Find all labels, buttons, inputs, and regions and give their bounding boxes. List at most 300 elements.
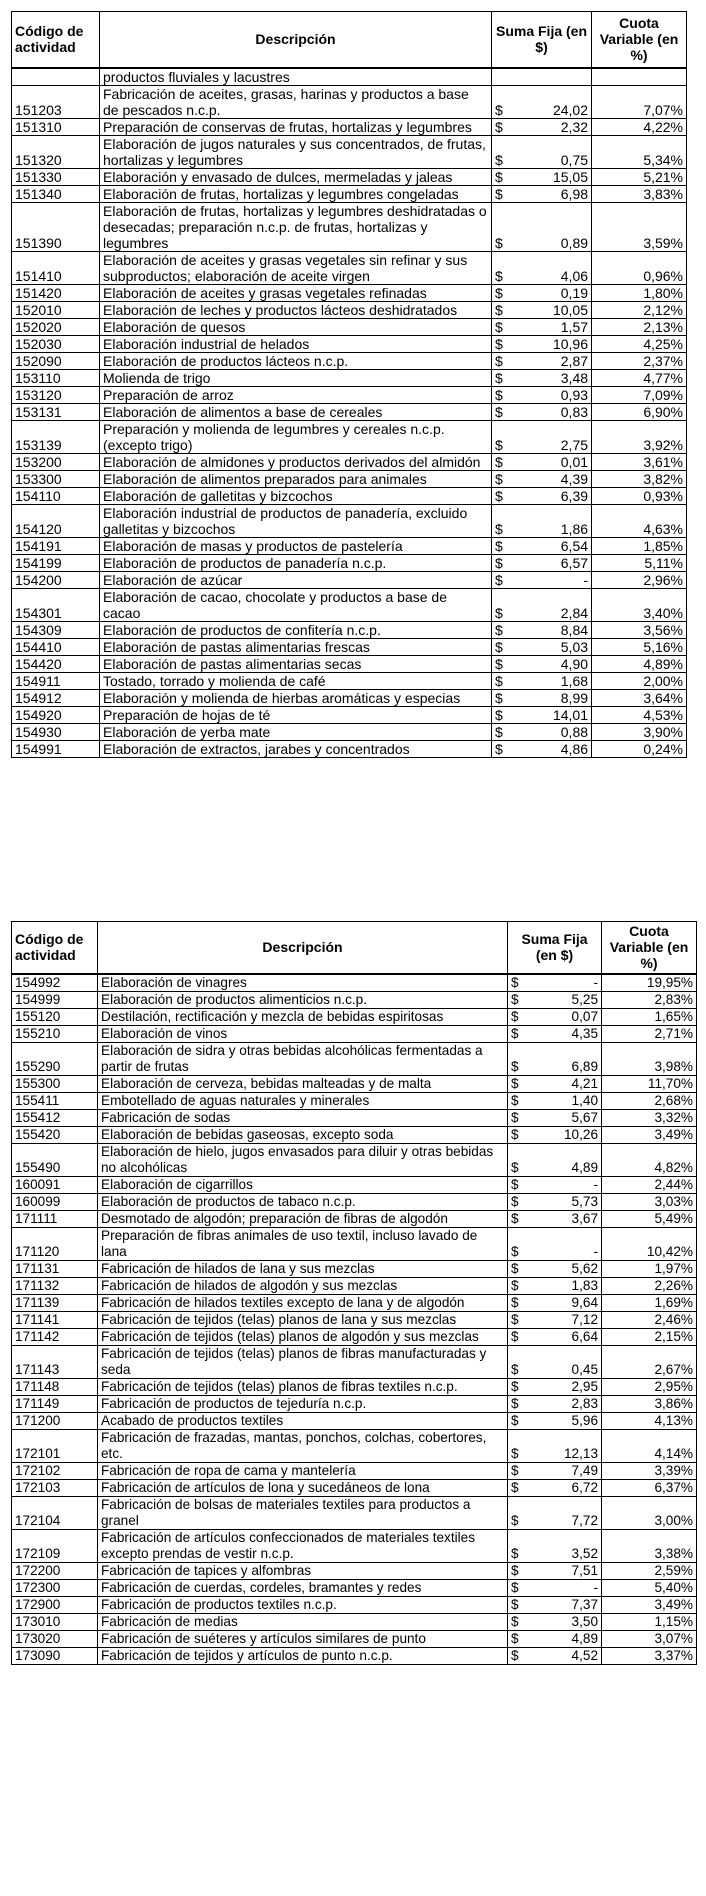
- currency-symbol: $: [508, 1143, 530, 1176]
- activity-description: Molienda de trigo: [100, 369, 492, 386]
- suma-fija-value: 1,83: [530, 1277, 602, 1294]
- currency-symbol: $: [492, 723, 512, 740]
- currency-symbol: $: [492, 403, 512, 420]
- currency-symbol: $: [492, 135, 512, 168]
- activity-code: 153200: [12, 453, 100, 470]
- cuota-variable-value: 2,68%: [602, 1092, 697, 1109]
- activity-description: Fabricación de hilados de algodón y sus mezclas: [98, 1277, 508, 1294]
- activity-code: 154110: [12, 487, 100, 504]
- suma-fija-value: -: [530, 974, 602, 992]
- activity-description: Elaboración de azúcar: [100, 571, 492, 588]
- suma-fija-value: 0,75: [512, 135, 592, 168]
- activity-code: 154301: [12, 588, 100, 621]
- activity-description: Fabricación de productos de tejeduría n.c.p.: [98, 1395, 508, 1412]
- activity-code: 154912: [12, 689, 100, 706]
- suma-fija-value: 0,19: [512, 284, 592, 301]
- currency-symbol: $: [492, 638, 512, 655]
- table-row: [12, 1227, 697, 1260]
- activity-code: 172103: [12, 1479, 98, 1496]
- currency-symbol: $: [492, 369, 512, 386]
- activity-code: 155420: [12, 1126, 98, 1143]
- cuota-variable-value: 3,37%: [602, 1647, 697, 1664]
- cuota-variable-value: 7,09%: [592, 386, 687, 403]
- suma-fija-value: 10,26: [530, 1126, 602, 1143]
- activity-code: 152090: [12, 352, 100, 369]
- currency-symbol: $: [492, 453, 512, 470]
- activity-description: Elaboración de galletitas y bizcochos: [100, 487, 492, 504]
- table-row: [12, 168, 687, 185]
- activity-description: Embotellado de aguas naturales y minerales: [98, 1092, 508, 1109]
- activity-description: Fabricación de hilados textiles excepto de lana y de algodón: [98, 1294, 508, 1311]
- activity-description: Acabado de productos textiles: [98, 1412, 508, 1429]
- currency-symbol: $: [508, 1176, 530, 1193]
- table-row: [12, 1596, 697, 1613]
- table-row: [12, 1529, 697, 1562]
- suma-fija-value: 0,01: [512, 453, 592, 470]
- currency-symbol: $: [508, 1008, 530, 1025]
- table-row: [12, 1479, 697, 1496]
- suma-fija-value: 2,87: [512, 352, 592, 369]
- suma-fija-value: 4,39: [512, 470, 592, 487]
- table-row: [12, 706, 687, 723]
- currency-symbol: $: [492, 740, 512, 757]
- activity-code: 154920: [12, 706, 100, 723]
- activity-code: 154410: [12, 638, 100, 655]
- currency-symbol: $: [492, 386, 512, 403]
- currency-symbol: $: [508, 1378, 530, 1395]
- activity-code: 171200: [12, 1412, 98, 1429]
- activity-code: 154199: [12, 554, 100, 571]
- table-row: [12, 621, 687, 638]
- table-row: [12, 1042, 697, 1075]
- suma-fija-value: 5,67: [530, 1109, 602, 1126]
- cuota-variable-value: 2,96%: [592, 571, 687, 588]
- currency-symbol: $: [508, 974, 530, 992]
- activity-code: 155120: [12, 1008, 98, 1025]
- table-row: [12, 118, 687, 135]
- currency-symbol: $: [492, 504, 512, 537]
- suma-fija-value: 9,64: [530, 1294, 602, 1311]
- currency-symbol: $: [492, 554, 512, 571]
- activity-description: Elaboración de quesos: [100, 318, 492, 335]
- table-row: [12, 571, 687, 588]
- currency-symbol: $: [508, 1328, 530, 1345]
- cuota-variable-value: 3,92%: [592, 420, 687, 453]
- activity-table-2: [11, 921, 697, 1665]
- activity-description: Fabricación de tejidos (telas) planos de algodón y sus mezclas: [98, 1328, 508, 1345]
- activity-description: Elaboración de extractos, jarabes y concentrados: [100, 740, 492, 757]
- suma-fija-value: 6,39: [512, 487, 592, 504]
- activity-description: Fabricación de suéteres y artículos similares de punto: [98, 1630, 508, 1647]
- currency-symbol: $: [508, 1429, 530, 1462]
- currency-symbol: $: [492, 470, 512, 487]
- currency-symbol: $: [492, 672, 512, 689]
- table-row: [12, 1562, 697, 1579]
- cuota-variable-value: 3,38%: [602, 1529, 697, 1562]
- activity-description: Elaboración industrial de productos de panadería, excluido galletitas y bizcochos: [100, 504, 492, 537]
- activity-description: Fabricación de productos textiles n.c.p.: [98, 1596, 508, 1613]
- activity-code: 171131: [12, 1260, 98, 1277]
- suma-fija-value: -: [530, 1176, 602, 1193]
- activity-code: 155300: [12, 1075, 98, 1092]
- activity-description: Elaboración de vinos: [98, 1025, 508, 1042]
- currency-symbol: $: [508, 1647, 530, 1664]
- currency-symbol: $: [508, 1075, 530, 1092]
- activity-description: Elaboración y envasado de dulces, mermeladas y jaleas: [100, 168, 492, 185]
- activity-code: 152030: [12, 335, 100, 352]
- currency-symbol: $: [492, 335, 512, 352]
- suma-fija-value: 6,64: [530, 1328, 602, 1345]
- suma-fija-value: 3,48: [512, 369, 592, 386]
- activity-description: Fabricación de hilados de lana y sus mezclas: [98, 1260, 508, 1277]
- cuota-variable-value: 2,37%: [592, 352, 687, 369]
- table-row: [12, 1429, 697, 1462]
- activity-code: 155490: [12, 1143, 98, 1176]
- currency-symbol: $: [492, 301, 512, 318]
- table-row: [12, 1126, 697, 1143]
- activity-description: Elaboración de productos de panadería n.c.p.: [100, 554, 492, 571]
- table-row: [12, 352, 687, 369]
- cuota-variable-value: 3,98%: [602, 1042, 697, 1075]
- table-row: [12, 1143, 697, 1176]
- suma-fija-value: 7,72: [530, 1496, 602, 1529]
- activity-description: Elaboración de almidones y productos derivados del almidón: [100, 453, 492, 470]
- suma-fija-value: 7,12: [530, 1311, 602, 1328]
- table-row: [12, 1109, 697, 1126]
- activity-code: 155290: [12, 1042, 98, 1075]
- activity-description: Elaboración de productos de tabaco n.c.p.: [98, 1193, 508, 1210]
- table-row: [12, 1311, 697, 1328]
- table-row: [12, 1210, 697, 1227]
- currency-symbol: $: [508, 1395, 530, 1412]
- cuota-variable-value: [592, 68, 687, 86]
- cuota-variable-value: 0,96%: [592, 251, 687, 284]
- activity-description: Elaboración de bebidas gaseosas, excepto soda: [98, 1126, 508, 1143]
- suma-fija-value: 2,84: [512, 588, 592, 621]
- currency-symbol: $: [492, 284, 512, 301]
- activity-code: 173010: [12, 1613, 98, 1630]
- currency-symbol: $: [492, 655, 512, 672]
- suma-fija-value: 5,96: [530, 1412, 602, 1429]
- cuota-variable-value: 3,32%: [602, 1109, 697, 1126]
- table-header-row: [12, 12, 687, 68]
- activity-code: 173090: [12, 1647, 98, 1664]
- cuota-variable-value: 3,39%: [602, 1462, 697, 1479]
- activity-description: Destilación, rectificación y mezcla de bebidas espiritosas: [98, 1008, 508, 1025]
- cuota-variable-value: 5,21%: [592, 168, 687, 185]
- suma-fija-value: 5,03: [512, 638, 592, 655]
- suma-fija-value: 4,06: [512, 251, 592, 284]
- cuota-variable-value: 1,15%: [602, 1613, 697, 1630]
- cuota-variable-value: 3,64%: [592, 689, 687, 706]
- suma-fija-value: 2,75: [512, 420, 592, 453]
- cuota-variable-value: 2,59%: [602, 1562, 697, 1579]
- currency-symbol: $: [508, 1092, 530, 1109]
- cuota-variable-value: 4,77%: [592, 369, 687, 386]
- cuota-variable-value: 1,97%: [602, 1260, 697, 1277]
- currency-symbol: $: [492, 420, 512, 453]
- cuota-variable-value: 1,69%: [602, 1294, 697, 1311]
- cuota-variable-value: 3,56%: [592, 621, 687, 638]
- currency-symbol: $: [508, 1630, 530, 1647]
- currency-symbol: $: [492, 202, 512, 251]
- activity-description: Fabricación de tejidos y artículos de punto n.c.p.: [98, 1647, 508, 1664]
- cuota-variable-value: 5,49%: [602, 1210, 697, 1227]
- currency-symbol: $: [492, 118, 512, 135]
- suma-fija-value: 4,35: [530, 1025, 602, 1042]
- activity-table-1: [11, 11, 687, 758]
- currency-symbol: $: [492, 537, 512, 554]
- currency-symbol: $: [492, 85, 512, 118]
- activity-code: 151310: [12, 118, 100, 135]
- activity-code: 172101: [12, 1429, 98, 1462]
- table-row: [12, 1378, 697, 1395]
- currency-symbol: $: [492, 588, 512, 621]
- table-row: [12, 301, 687, 318]
- activity-code: 155412: [12, 1109, 98, 1126]
- activity-code: 152020: [12, 318, 100, 335]
- table-row: [12, 1092, 697, 1109]
- cuota-variable-value: 2,44%: [602, 1176, 697, 1193]
- cuota-variable-value: 5,34%: [592, 135, 687, 168]
- activity-code: 154930: [12, 723, 100, 740]
- currency-symbol: $: [508, 1210, 530, 1227]
- cuota-variable-value: 3,49%: [602, 1126, 697, 1143]
- activity-description: Elaboración de alimentos preparados para animales: [100, 470, 492, 487]
- activity-code: 160099: [12, 1193, 98, 1210]
- cuota-variable-value: 3,59%: [592, 202, 687, 251]
- header-descripcion: Descripción: [100, 12, 492, 68]
- suma-fija-value: 4,89: [530, 1143, 602, 1176]
- table-row: [12, 284, 687, 301]
- activity-description: Elaboración de cigarrillos: [98, 1176, 508, 1193]
- table-row: [12, 403, 687, 420]
- cuota-variable-value: 1,65%: [602, 1008, 697, 1025]
- activity-description: Fabricación de bolsas de materiales textiles para productos a granel: [98, 1496, 508, 1529]
- cuota-variable-value: 6,37%: [602, 1479, 697, 1496]
- suma-fija-value: 5,25: [530, 991, 602, 1008]
- suma-fija-value: 4,21: [530, 1075, 602, 1092]
- cuota-variable-value: 1,85%: [592, 537, 687, 554]
- suma-fija-value: 8,99: [512, 689, 592, 706]
- activity-code: 151390: [12, 202, 100, 251]
- table-row: [12, 487, 687, 504]
- table-row: [12, 672, 687, 689]
- cuota-variable-value: 6,90%: [592, 403, 687, 420]
- suma-fija-value: -: [530, 1227, 602, 1260]
- activity-description: Preparación de hojas de té: [100, 706, 492, 723]
- cuota-variable-value: 4,25%: [592, 335, 687, 352]
- header-suma-fija: Suma Fija (en $): [492, 12, 592, 68]
- activity-code: 172102: [12, 1462, 98, 1479]
- suma-fija-value: 7,49: [530, 1462, 602, 1479]
- currency-symbol: $: [492, 168, 512, 185]
- cuota-variable-value: 2,71%: [602, 1025, 697, 1042]
- activity-description: Tostado, torrado y molienda de café: [100, 672, 492, 689]
- currency-symbol: $: [508, 1042, 530, 1075]
- activity-description: Elaboración de cerveza, bebidas malteadas y de malta: [98, 1075, 508, 1092]
- activity-description: Elaboración de productos de confitería n.c.p.: [100, 621, 492, 638]
- suma-fija-value: 3,52: [530, 1529, 602, 1562]
- activity-code: 154200: [12, 571, 100, 588]
- activity-code: 154420: [12, 655, 100, 672]
- suma-fija-value: 10,05: [512, 301, 592, 318]
- currency-symbol: $: [508, 1277, 530, 1294]
- table-row: [12, 335, 687, 352]
- table-row: [12, 1647, 697, 1664]
- table-row: [12, 135, 687, 168]
- suma-fija-value: 6,54: [512, 537, 592, 554]
- suma-fija-value: 1,40: [530, 1092, 602, 1109]
- cuota-variable-value: 3,61%: [592, 453, 687, 470]
- activity-code: 172109: [12, 1529, 98, 1562]
- activity-description: Preparación de conservas de frutas, hortalizas y legumbres: [100, 118, 492, 135]
- table-row: [12, 974, 697, 992]
- header-cuota-variable: Cuota Variable (en %): [592, 12, 687, 68]
- header-descripcion: Descripción: [98, 922, 508, 974]
- currency-symbol: $: [508, 1562, 530, 1579]
- cuota-variable-value: 2,26%: [602, 1277, 697, 1294]
- suma-fija-value: 1,86: [512, 504, 592, 537]
- activity-code: 151320: [12, 135, 100, 168]
- cuota-variable-value: 3,82%: [592, 470, 687, 487]
- activity-description: Elaboración de frutas, hortalizas y legumbres deshidratadas o desecadas; preparación n.c.p. de frutas, hortalizas y legumbres: [100, 202, 492, 251]
- suma-fija-value: 0,89: [512, 202, 592, 251]
- table-row: [12, 740, 687, 757]
- activity-code: 153131: [12, 403, 100, 420]
- currency-symbol: $: [508, 1126, 530, 1143]
- cuota-variable-value: 4,14%: [602, 1429, 697, 1462]
- activity-description: Elaboración de jugos naturales y sus concentrados, de frutas, hortalizas y legumbres: [100, 135, 492, 168]
- currency-symbol: $: [508, 1227, 530, 1260]
- activity-description: Elaboración de productos lácteos n.c.p.: [100, 352, 492, 369]
- activity-code: [12, 68, 100, 86]
- currency-symbol: $: [492, 621, 512, 638]
- activity-code: 171132: [12, 1277, 98, 1294]
- currency-symbol: $: [508, 1479, 530, 1496]
- activity-code: 154309: [12, 621, 100, 638]
- activity-description: Elaboración de yerba mate: [100, 723, 492, 740]
- cuota-variable-value: 3,86%: [602, 1395, 697, 1412]
- suma-fija-value: 0,07: [530, 1008, 602, 1025]
- currency-symbol: $: [492, 185, 512, 202]
- table-row: [12, 1025, 697, 1042]
- cuota-variable-value: 3,83%: [592, 185, 687, 202]
- currency-symbol: $: [508, 1496, 530, 1529]
- activity-description: productos fluviales y lacustres: [100, 68, 492, 86]
- cuota-variable-value: 5,11%: [592, 554, 687, 571]
- cuota-variable-value: 2,00%: [592, 672, 687, 689]
- table-row: [12, 185, 687, 202]
- suma-fija-value: 0,83: [512, 403, 592, 420]
- cuota-variable-value: 5,16%: [592, 638, 687, 655]
- activity-description: Fabricación de medias: [98, 1613, 508, 1630]
- activity-description: Elaboración de pastas alimentarias secas: [100, 655, 492, 672]
- cuota-variable-value: 5,40%: [602, 1579, 697, 1596]
- table-row: [12, 1277, 697, 1294]
- activity-description: Fabricación de tejidos (telas) planos de fibras manufacturadas y seda: [98, 1345, 508, 1378]
- suma-fija-value: 12,13: [530, 1429, 602, 1462]
- currency-symbol: $: [492, 487, 512, 504]
- cuota-variable-value: 2,67%: [602, 1345, 697, 1378]
- cuota-variable-value: 3,07%: [602, 1630, 697, 1647]
- table-row: [12, 1412, 697, 1429]
- cuota-variable-value: 3,00%: [602, 1496, 697, 1529]
- cuota-variable-value: 1,80%: [592, 284, 687, 301]
- suma-fija-value: 2,32: [512, 118, 592, 135]
- activity-description: Fabricación de artículos de lona y sucedáneos de lona: [98, 1479, 508, 1496]
- table-row: [12, 1395, 697, 1412]
- suma-fija-value: 0,88: [512, 723, 592, 740]
- table-row: [12, 1579, 697, 1596]
- activity-description: Fabricación de frazadas, mantas, ponchos, colchas, cobertores, etc.: [98, 1429, 508, 1462]
- cuota-variable-value: 3,40%: [592, 588, 687, 621]
- activity-code: 172900: [12, 1596, 98, 1613]
- table-row: [12, 68, 687, 86]
- currency-symbol: $: [508, 1579, 530, 1596]
- table-row: [12, 1462, 697, 1479]
- cuota-variable-value: 4,82%: [602, 1143, 697, 1176]
- table-row: [12, 1176, 697, 1193]
- table-row: [12, 1008, 697, 1025]
- activity-description: Elaboración de aceites y grasas vegetales refinadas: [100, 284, 492, 301]
- table-row: [12, 689, 687, 706]
- activity-description: Elaboración de masas y productos de pastelería: [100, 537, 492, 554]
- currency-symbol: $: [508, 1025, 530, 1042]
- table-row: [12, 1260, 697, 1277]
- header-codigo: Código de actividad: [12, 922, 98, 974]
- suma-fija-value: 6,98: [512, 185, 592, 202]
- activity-description: Elaboración de sidra y otras bebidas alcohólicas fermentadas a partir de frutas: [98, 1042, 508, 1075]
- activity-code: 171120: [12, 1227, 98, 1260]
- activity-code: 154911: [12, 672, 100, 689]
- activity-description: Preparación de fibras animales de uso textil, incluso lavado de lana: [98, 1227, 508, 1260]
- table-row: [12, 1345, 697, 1378]
- cuota-variable-value: 3,90%: [592, 723, 687, 740]
- table-row: [12, 318, 687, 335]
- suma-fija-value: 10,96: [512, 335, 592, 352]
- cuota-variable-value: 10,42%: [602, 1227, 697, 1260]
- table-row: [12, 638, 687, 655]
- table-row: [12, 1496, 697, 1529]
- suma-fija-value: 4,86: [512, 740, 592, 757]
- activity-description: Elaboración de cacao, chocolate y productos a base de cacao: [100, 588, 492, 621]
- table-header-row: [12, 922, 697, 974]
- activity-code: 171143: [12, 1345, 98, 1378]
- activity-code: 153110: [12, 369, 100, 386]
- currency-symbol: $: [492, 352, 512, 369]
- activity-description: Preparación y molienda de legumbres y cereales n.c.p. (excepto trigo): [100, 420, 492, 453]
- activity-code: 153300: [12, 470, 100, 487]
- header-cuota-variable: Cuota Variable (en %): [602, 922, 697, 974]
- table-row: [12, 1630, 697, 1647]
- table-row: [12, 369, 687, 386]
- suma-fija-value: 6,72: [530, 1479, 602, 1496]
- activity-code: 171148: [12, 1378, 98, 1395]
- suma-fija-value: 5,73: [530, 1193, 602, 1210]
- activity-code: 172300: [12, 1579, 98, 1596]
- activity-code: 171149: [12, 1395, 98, 1412]
- suma-fija-value: 4,89: [530, 1630, 602, 1647]
- cuota-variable-value: 4,63%: [592, 504, 687, 537]
- currency-symbol: $: [508, 1345, 530, 1378]
- suma-fija-value: 2,95: [530, 1378, 602, 1395]
- activity-code: 154120: [12, 504, 100, 537]
- activity-description: Elaboración de hielo, jugos envasados para diluir y otras bebidas no alcohólicas: [98, 1143, 508, 1176]
- suma-fija-value: 15,05: [512, 168, 592, 185]
- activity-description: Elaboración industrial de helados: [100, 335, 492, 352]
- cuota-variable-value: 2,46%: [602, 1311, 697, 1328]
